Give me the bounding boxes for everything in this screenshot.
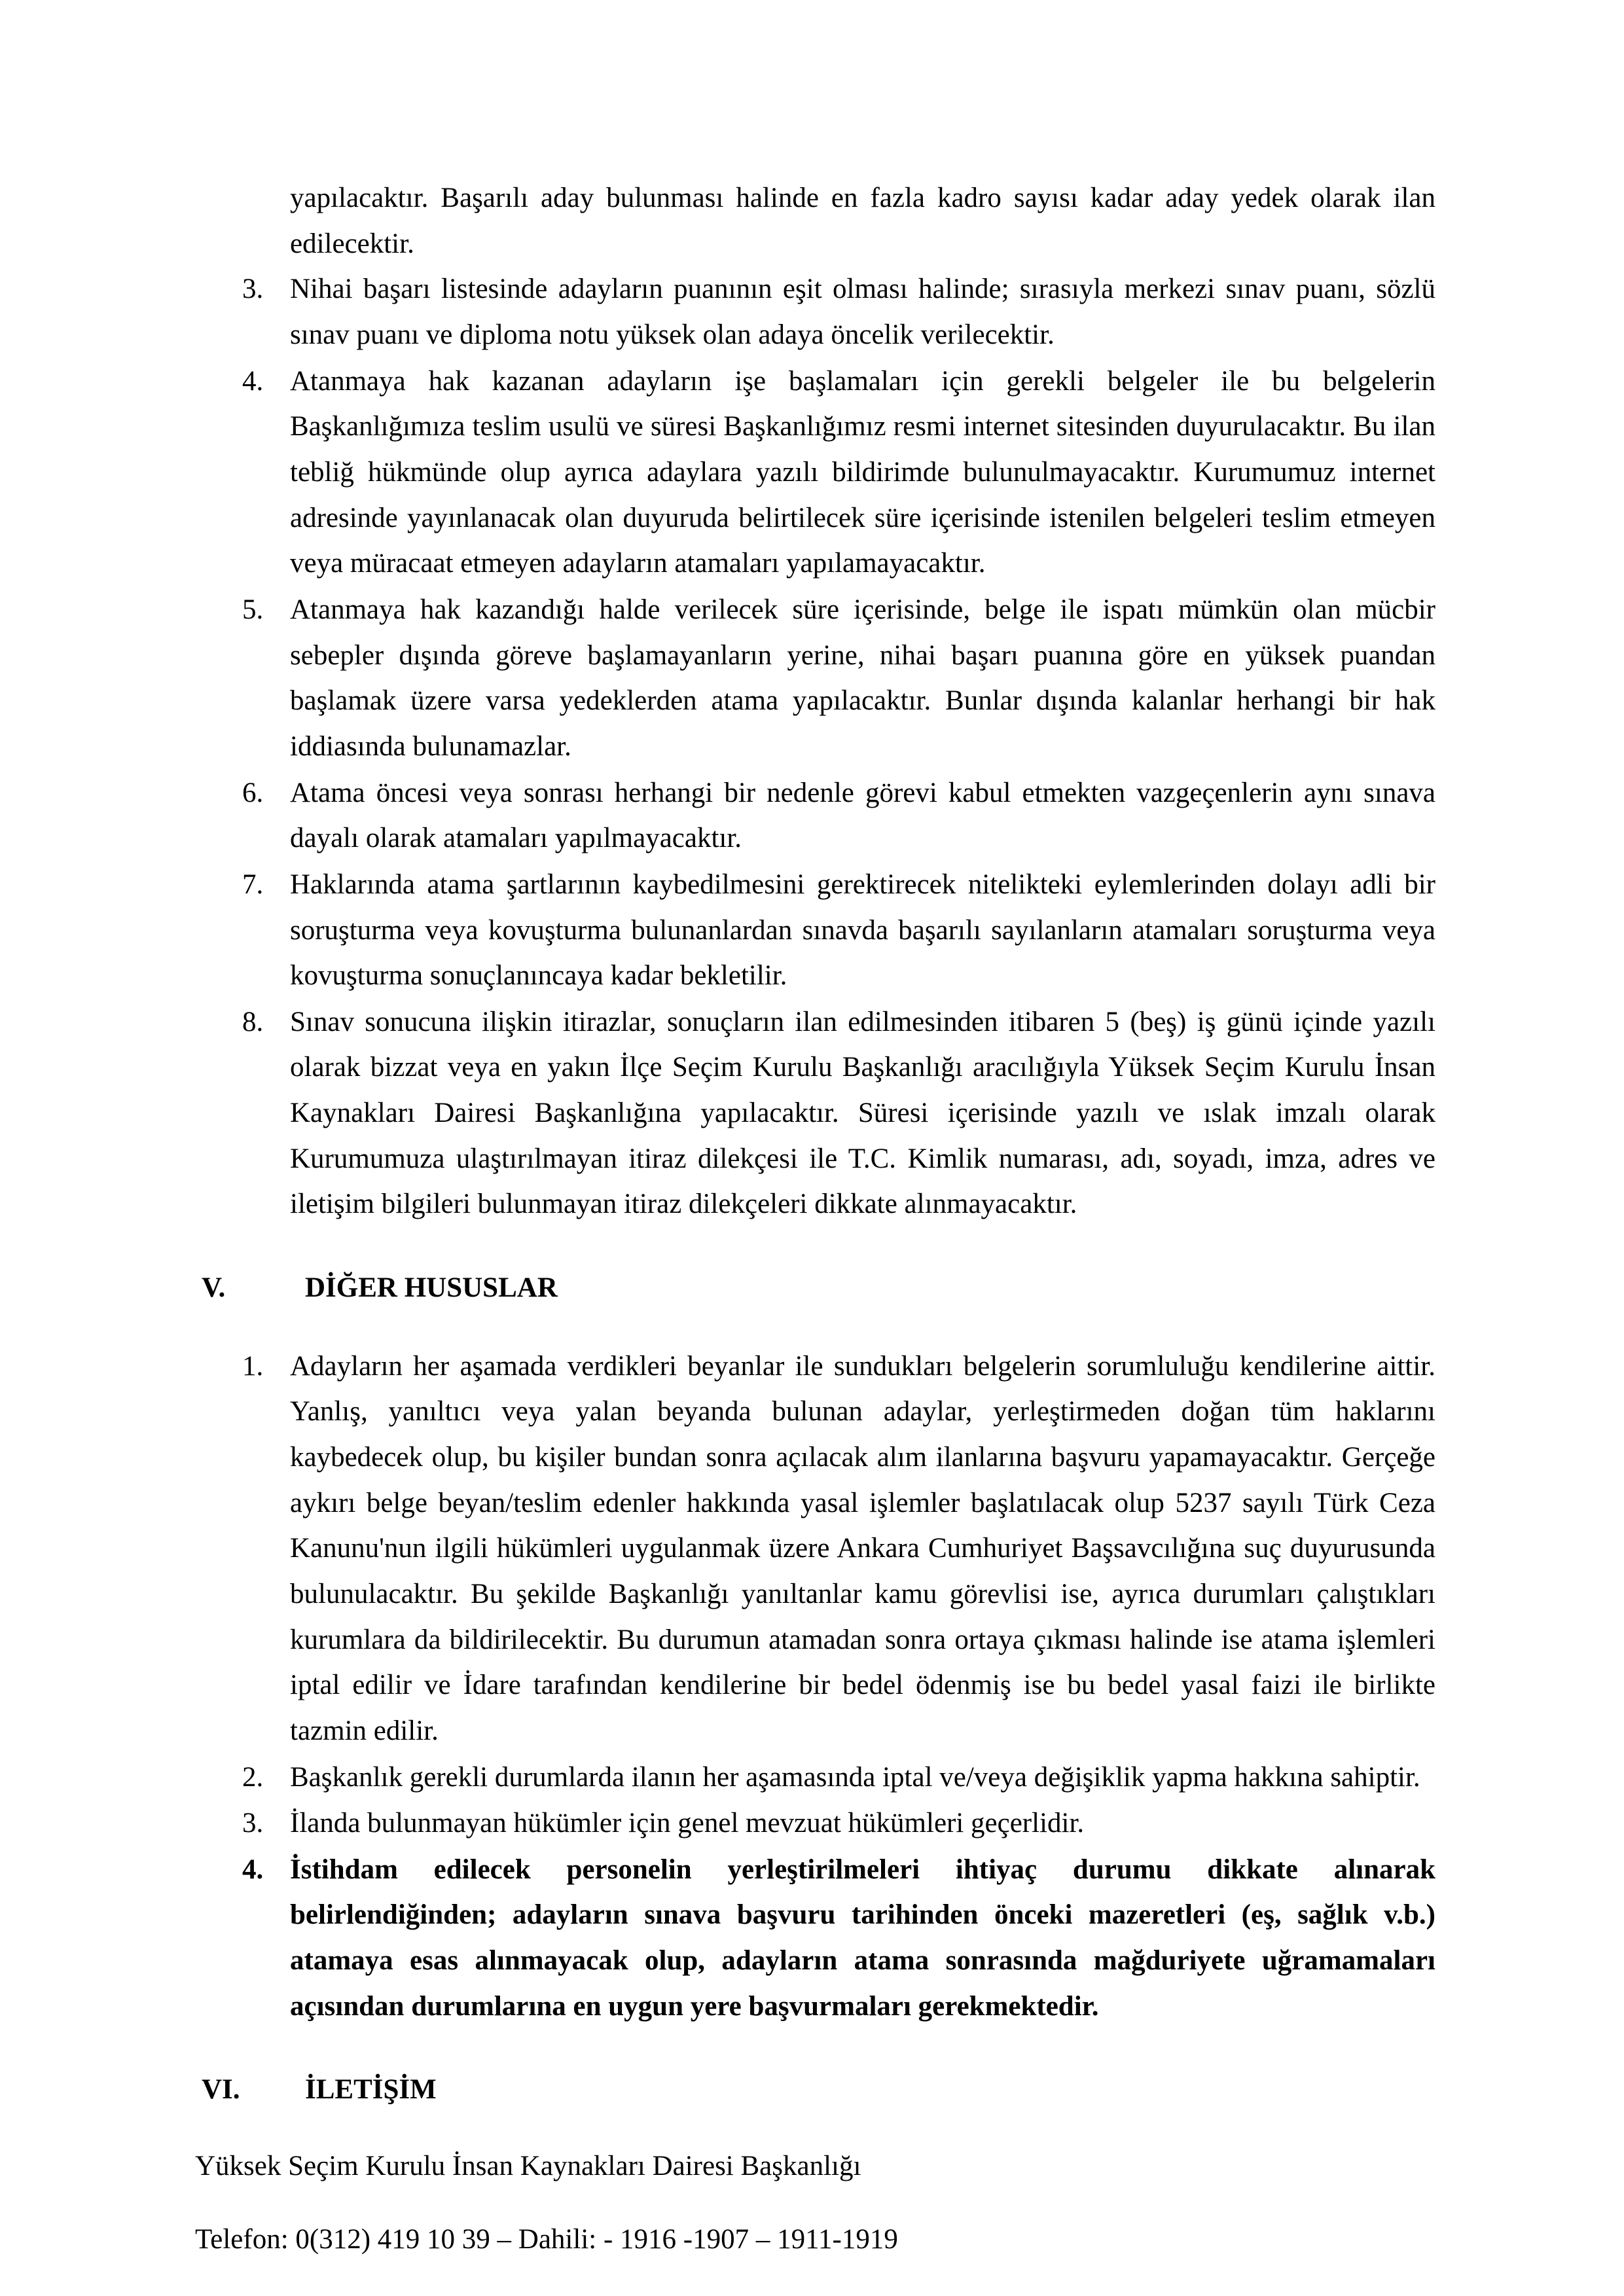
contact-phone: Telefon: 0(312) 419 10 39 – Dahili: - 1916 -1907 – 1911-1919 [195,2224,898,2255]
list-item-text: Adayların her aşamada verdikleri beyanlar ile sundukları belgelerin sorumluluğu kendilerine aittir. Yanlış, yanıltıcı veya yalan beyanda bulunan adaylar, yerleştirmeden doğan tüm haklarını kaybedecek olup, bu kişiler bundan sonra açılacak alım ilanlarına başvuru yapamayacaktır. Gerçeğe aykırı belge beyan/teslim edenler hakkında yasal işlemler başlatılacak olup 5237 sayılı Türk Ceza Kanunu'nun ilgili hükümleri uygulanmak üzere Ankara Cumhuriyet Başsavcılığına suç duyurusunda bulunulacaktır. Bu şekilde Başkanlığı yanıltanlar kamu görevlisi ise, ayrıca durumları çalıştıkları kurumlara da bildirilecektir. Bu durumun atamadan sonra ortaya çıkması halinde ise atama işlemleri iptal edilir ve İdare tarafından kendilerine bir bedel ödenmiş ise bu bedel yasal faizi ile birlikte tazmin edilir. [290,1350,1435,1746]
list-marker: 4. [242,1854,264,1885]
list-item [189,1755,1435,1801]
list-marker: 7. [242,869,264,900]
spacer [189,2187,1435,2219]
spacer [189,1228,1435,1267]
list-item [189,1847,1435,2030]
list-item [189,1801,1435,1846]
section-title: İLETİŞİM [305,2074,437,2106]
numbered-list-section-v [189,1344,1435,2030]
section-title: DİĞER HUSUSLAR [305,1272,558,1304]
list-item-text: Nihai başarı listesinde adayların puanının eşit olması halinde; sırasıyla merkezi sınav puanı, sözlü sınav puanı ve diploma notu yüksek olan adaya öncelik verilecektir. [290,274,1435,350]
list-item [189,1344,1435,1754]
list-item-text: İlanda bulunmayan hükümler için genel mevzuat hükümleri geçerlidir. [290,1808,1085,1839]
numbered-list-section-iv [189,266,1435,1227]
list-item-text: Başkanlık gerekli durumlarda ilanın her aşamasında iptal ve/veya değişiklik yapma hakkına sahiptir. [290,1761,1420,1793]
page-content [189,175,1435,2261]
list-item-text: Haklarında atama şartlarının kaybedilmesini gerektirecek nitelikteki eylemlerinden dolayı adli bir soruşturma veya kovuşturma bulunanlardan sınavda başarılı sayılanların atamaları soruşturma veya kovuşturma sonuçlanıncaya kadar bekletilir. [290,869,1435,992]
list-item-text: Atanmaya hak kazanan adayların işe başlamaları için gerekli belgeler ile bu belgelerin Başkanlığımıza teslim usulü ve süresi Başkanlığımız resmi internet sitesinden duyurulacaktır. Bu ilan tebliğ hükmünde olup ayrıca adaylara yazılı bildirimde bulunulmayacaktır. Kurumumuz internet adresinde yayınlanacak olan duyuruda belirtilecek süre içerisinde istenilen belgeleri teslim etmeyen veya müracaat etmeyen adayların atamaları yapılamayacaktır. [290,365,1435,579]
list-marker: 2. [242,1761,264,1793]
spacer [189,2111,1435,2145]
list-item [189,266,1435,357]
list-item-text: Atanmaya hak kazandığı halde verilecek süre içerisinde, belge ile ispatı mümkün olan mücbir sebepler dışında göreve başlamayanların yerine, nihai başarı puanına göre en yüksek puandan başlamak üzere varsa yedeklerden atama yapılacaktır. Bunlar dışında kalanlar herhangi bir hak iddiasında bulunamazlar. [290,594,1435,762]
list-item-text: Sınav sonucuna ilişkin itirazlar, sonuçların ilan edilmesinden itibaren 5 (beş) iş günü içinde yazılı olarak bizzat veya en yakın İlçe Seçim Kurulu Başkanlığı aracılığıyla Yüksek Seçim Kurulu İnsan Kaynakları Dairesi Başkanlığına yapılacaktır. Süresi içerisinde yazılı ve ıslak imzalı olarak Kurumumuza ulaştırılmayan itiraz dilekçesi ile T.C. Kimlik numarası, adı, soyadı, imza, adres ve iletişim bilgileri bulunmayan itiraz dilekçeleri dikkate alınmayacaktır. [290,1006,1435,1220]
list-item [189,999,1435,1227]
list-marker: 1. [242,1350,264,1382]
contact-organization: Yüksek Seçim Kurulu İnsan Kaynakları Dairesi Başkanlığı [195,2150,861,2181]
list-marker: 3. [242,1808,264,1839]
list-item [189,770,1435,861]
list-marker: 4. [242,365,264,397]
section-heading-diger-hususlar [189,1267,1435,1310]
list-item-text: Atama öncesi veya sonrası herhangi bir nedenle görevi kabul etmekten vazgeçenlerin aynı sınava dayalı olarak atamaları yapılmayacaktır. [290,777,1435,854]
section-roman-numeral: VI. [202,2074,240,2106]
list-item-text: İstihdam edilecek personelin yerleştirilmeleri ihtiyaç durumu dikkate alınarak belirlendiğinden; adayların sınava başvuru tarihinden önceki mazeretleri (eş, sağlık v.b.) atamaya esas alınmayacak olup, adayların atama sonrasında mağduriyete uğramamaları açısından durumlarına en uygun yere başvurmaları gerekmektedir. [290,1854,1435,2022]
list-marker: 5. [242,594,264,625]
list-marker: 3. [242,274,264,305]
list-marker: 8. [242,1006,264,1037]
continued-paragraph: yapılacaktır. Başarılı aday bulunması halinde en fazla kadro sayısı kadar aday yedek olarak ilan edilecektir. [290,183,1435,259]
list-marker: 6. [242,777,264,808]
list-item [189,587,1435,770]
list-item [189,359,1435,586]
spacer [189,2030,1435,2069]
section-roman-numeral: V. [202,1272,226,1304]
spacer [189,1310,1435,1344]
list-item [189,862,1435,999]
section-heading-iletisim [189,2069,1435,2111]
